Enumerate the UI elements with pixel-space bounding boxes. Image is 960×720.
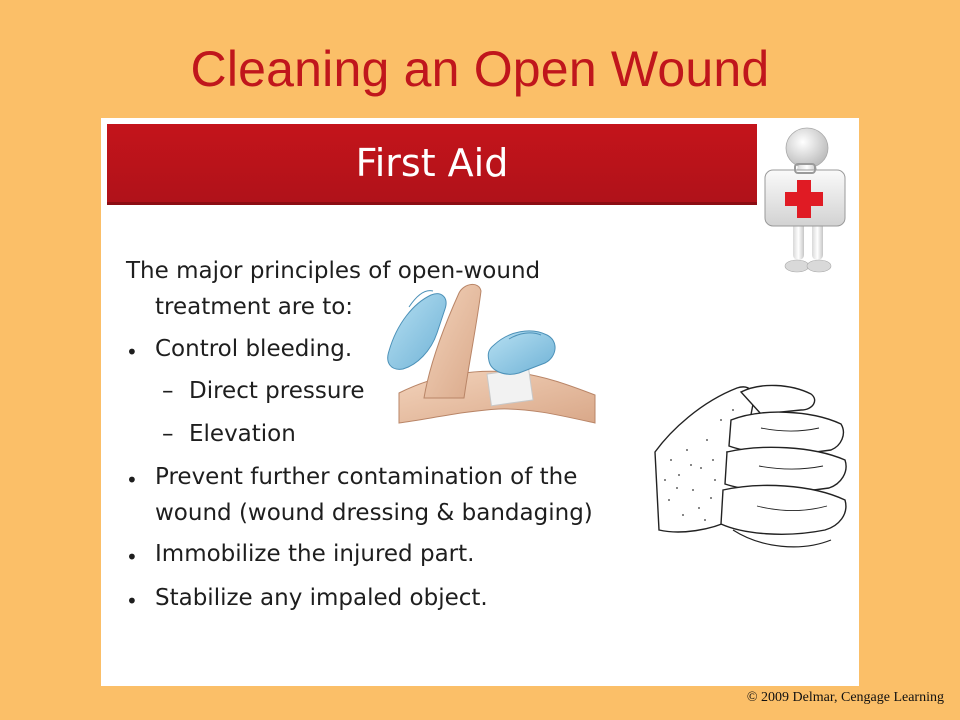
gloved-hands-illustration xyxy=(369,273,597,433)
bullet-control-bleeding: Control bleeding. xyxy=(155,336,353,362)
sub-bullet-direct-pressure: Direct pressure xyxy=(189,378,365,404)
slide-title: Cleaning an Open Wound xyxy=(190,41,770,97)
content-panel xyxy=(101,118,859,686)
first-aid-figure-icon xyxy=(757,120,857,280)
bullet-prevent-contamination-line-2: wound (wound dressing & bandaging) xyxy=(155,500,593,526)
pillow-elevation-sketch xyxy=(641,380,851,570)
sub-bullet-dash: – xyxy=(162,378,174,404)
bullet-prevent-contamination-line-1: Prevent further contamination of the xyxy=(155,464,578,490)
bullet-marker: • xyxy=(126,589,138,613)
pillows-image xyxy=(641,380,851,570)
bullet-immobilize: Immobilize the injured part. xyxy=(155,541,475,567)
bullet-marker: • xyxy=(126,340,138,364)
sub-bullet-dash: – xyxy=(162,421,174,447)
gloved-hands-image xyxy=(369,273,597,433)
sub-bullet-elevation: Elevation xyxy=(189,421,296,447)
banner-title: First Aid xyxy=(355,141,509,185)
bullet-marker: • xyxy=(126,468,138,492)
first-aid-banner xyxy=(107,124,757,202)
bullet-marker: • xyxy=(126,545,138,569)
intro-line-2: treatment are to: xyxy=(155,294,354,320)
intro-line-1: The major principles of open-wound xyxy=(126,258,541,284)
copyright-notice: © 2009 Delmar, Cengage Learning xyxy=(746,690,944,705)
first-aid-kit-figure xyxy=(757,120,857,280)
bullet-stabilize: Stabilize any impaled object. xyxy=(155,585,488,611)
